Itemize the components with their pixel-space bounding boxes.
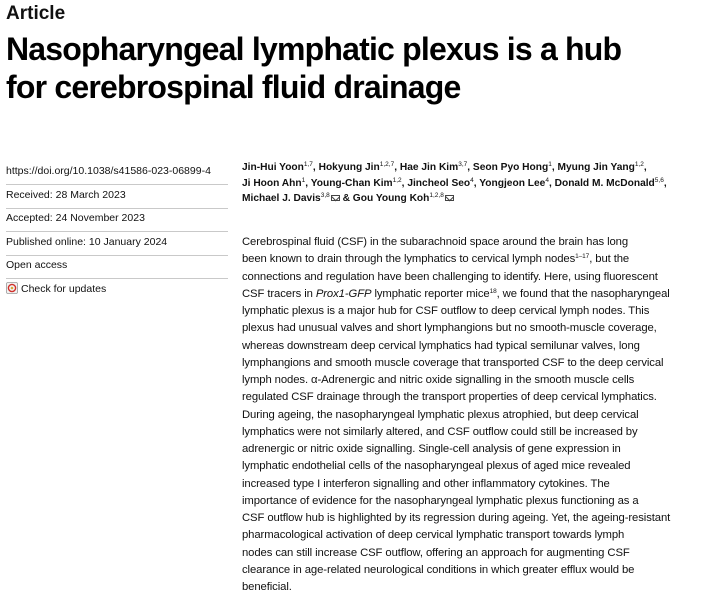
abstract-line: clearance in age-related neurological conditions in which greater efflux would be	[242, 563, 635, 576]
abstract-line: CSF tracers in Prox1-GFP lymphatic reporter mice$^{18}$, we found that the nasopharyngeal	[242, 287, 670, 300]
citation-reference[interactable]: 1–17	[575, 253, 590, 261]
accepted-date: Accepted: 24 November 2023	[6, 210, 228, 232]
author-name[interactable]: Donald M. McDonald	[554, 177, 655, 189]
author-name[interactable]: Seon Pyo Hong	[472, 162, 549, 173]
abstract	[242, 234, 712, 596]
abstract-line: During ageing, the nasopharyngeal lymphatic plexus atrophied, but deep cervical	[242, 408, 639, 421]
author-affiliation: 1,7	[303, 161, 313, 168]
abstract-line: lymph nodes. α-Adrenergic and nitric oxide signalling in the smooth muscle cells	[242, 374, 635, 386]
title-line: for cerebrospinal fluid drainage	[6, 69, 461, 105]
abstract-line: CSF outflow hub is highlighted by its regression during ageing. Yet, the ageing-resistant	[242, 512, 671, 524]
title-line: Nasopharyngeal lymphatic plexus is a hub	[6, 31, 622, 67]
author-list: Jin-Hui Yoon$^{1,7}$, Hokyung Jin$^{1,2,7}$, Hae Jin Kim$^{3,7}$, Seon Pyo Hong$^1$, Myung Jin Yang$^{1,2}$, Ji Hoon Ahn$^1$, Young-Chan Kim$^{1,2}$, Jincheol Seo$^4$, Yongjeon Lee$^4$, Donald M. McDonald$^{5,6}$, Michael J. Davis$^{3,8}$ & Gou Young Koh$^{1,2,8}$	[242, 161, 667, 204]
author-name[interactable]: Myung Jin Yang	[557, 162, 635, 173]
author-name[interactable]: Yongjeon Lee	[479, 177, 546, 189]
abstract-line: whereas downstream deep cervical lymphatics had typical semilunar valves, long	[242, 339, 640, 352]
abstract-line: lymphatic plexus is a major hub for CSF outflow to deep cervical lymph nodes. This	[242, 305, 650, 317]
check-for-updates-label: Check for updates	[21, 282, 107, 295]
abstract-line: importance of evidence for the nasopharyngeal lymphatic plexus functioning as a	[242, 494, 639, 507]
abstract-line: lymphatic endothelial cells of the nasopharyngeal plexus of aged mice revealed	[242, 460, 631, 473]
article-type-label: Article	[6, 3, 66, 24]
author-name[interactable]: Hokyung Jin	[318, 162, 380, 173]
author-name[interactable]: Michael J. Davis	[242, 193, 321, 204]
abstract-line: adrenergic or nitric oxide signalling. Single-cell analysis of gene expression in	[242, 443, 621, 455]
author-affiliation: 5,6	[654, 176, 664, 184]
author-name[interactable]: Gou Young Koh	[352, 193, 430, 204]
abstract-line: regulated CSF drainage through the transport properties of deep cervical lymphatics.	[242, 391, 657, 404]
author-name[interactable]: Jincheol Seo	[407, 177, 471, 189]
abstract-line: plexus had unusual valves and short lymphangions but no smooth-muscle coverage,	[242, 322, 657, 335]
author-affiliation: 1,2,8	[429, 192, 444, 199]
author-affiliation: 1,2	[634, 161, 644, 168]
open-access-label: Open access	[6, 257, 228, 279]
author-name[interactable]: Jin-Hui Yoon	[242, 162, 304, 173]
author-affiliation: 1,2	[392, 176, 402, 184]
author-affiliation: 1,2,7	[379, 161, 395, 168]
author-affiliation: 4	[470, 176, 474, 184]
abstract-line: pharmacological activation of deep cervical lymphatic transport towards lymph	[242, 529, 625, 542]
check-for-updates-icon	[6, 282, 18, 294]
author-affiliation: 1	[301, 176, 306, 184]
abstract-line: Cerebrospinal fluid (CSF) in the subarachnoid space around the brain has long	[242, 236, 629, 248]
abstract-line: lymphangions and smooth muscle coverage that transported CSF to the deep cervical	[242, 356, 664, 369]
abstract-line: connections and regulation have been challenging to identify. Here, using fluorescent	[242, 270, 658, 283]
citation-reference[interactable]: 18	[489, 287, 497, 295]
abstract-line: lymphatics were not similarly altered, and CSF outflow could still be increased by	[242, 425, 638, 438]
author-affiliation: 3,8	[320, 192, 330, 199]
author-affiliation: 4	[545, 176, 549, 184]
author-name[interactable]: Young-Chan Kim	[310, 177, 393, 189]
article-title	[6, 30, 711, 106]
author-name[interactable]: Ji Hoon Ahn	[242, 177, 302, 189]
author-affiliation: 1	[548, 161, 552, 168]
published-date: Published online: 10 January 2024	[6, 234, 228, 256]
email-icon[interactable]	[445, 195, 454, 201]
author-name[interactable]: Hae Jin Kim	[399, 162, 459, 173]
email-icon[interactable]	[331, 195, 340, 201]
doi-link[interactable]: https://doi.org/10.1038/s41586-023-06899-4	[6, 163, 228, 185]
received-date: Received: 28 March 2023	[6, 187, 228, 209]
abstract-line: beneficial.	[242, 581, 292, 593]
abstract-line: been known to drain through the lymphatics to cervical lymph nodes$^{1-17}$, but the	[242, 253, 630, 266]
abstract-line: increased type I interferon signalling and other inflammatory cytokines. The	[242, 477, 610, 490]
check-for-updates-link[interactable]	[6, 281, 228, 302]
author-affiliation: 3,7	[458, 161, 468, 168]
article-metadata	[6, 163, 228, 303]
abstract-line: nodes can still increase CSF outflow, offering an approach for augmenting CSF	[242, 546, 630, 559]
italic-term: Prox1-GFP	[315, 287, 372, 300]
